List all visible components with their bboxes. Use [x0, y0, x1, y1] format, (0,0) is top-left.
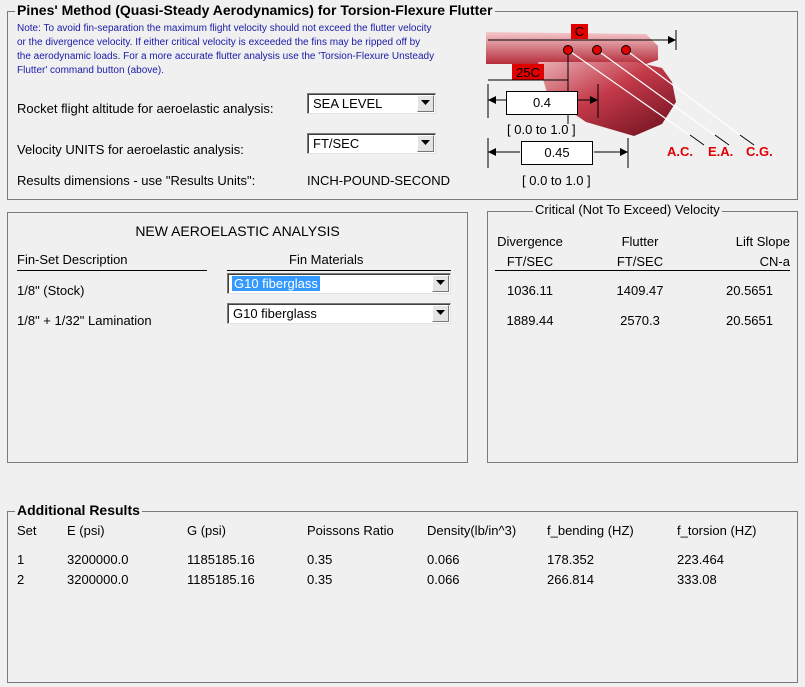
flutter-value-2: 2570.3: [620, 313, 660, 328]
fin-material-select-1[interactable]: [227, 273, 451, 294]
row2-f-bending: 266.814: [547, 572, 594, 587]
lift-slope-header-top: Lift Slope: [735, 234, 790, 249]
row1-g: 1185185.16: [187, 552, 255, 567]
dropdown-arrow-icon[interactable]: [432, 275, 449, 292]
altitude-value: SEA LEVEL: [313, 96, 383, 111]
divergence-header-bottom: FT/SEC: [506, 254, 554, 269]
velocity-units-label: Velocity UNITS for aeroelastic analysis:: [17, 142, 244, 157]
cg-point-icon: [622, 46, 631, 55]
ea-label: E.A.: [708, 144, 734, 159]
col-header-set: Set: [17, 523, 37, 538]
new-analysis-group: [7, 212, 468, 463]
fin-materials-header: Fin Materials: [289, 252, 364, 267]
note-line-2: or the divergence velocity. If either critical velocity is exceeded the fins may be ripped off by: [17, 37, 421, 48]
note-line-1: Note: To avoid fin-separation the maximum flight velocity should not exceed the flutter velocity: [17, 23, 432, 34]
row2-e: 3200000.0: [67, 572, 129, 587]
row2-set: 2: [17, 572, 25, 587]
fin-set-description-2: 1/8" + 1/32" Lamination: [17, 313, 152, 328]
critical-header-rule: [495, 270, 790, 271]
row2-density: 0.066: [427, 572, 460, 587]
critical-velocity-title: Critical (Not To Exceed) Velocity: [535, 202, 720, 217]
row2-poissons: 0.35: [307, 572, 333, 587]
col-header-g: G (psi): [187, 523, 226, 538]
ac-point-icon: [564, 46, 573, 55]
ea-point-icon: [593, 46, 602, 55]
fin-set-description-1: 1/8" (Stock): [17, 283, 85, 298]
flutter-note: [17, 22, 434, 78]
results-dimensions-value: INCH-POUND-SECOND: [307, 173, 450, 188]
dropdown-arrow-icon[interactable]: [417, 135, 434, 152]
lift-slope-header-bottom: CN-a: [759, 254, 790, 269]
ratio2-range: [ 0.0 to 1.0 ]: [522, 173, 591, 188]
altitude-label: Rocket flight altitude for aeroelastic analysis:: [17, 101, 274, 116]
divergence-value-2: 1889.44: [506, 313, 554, 328]
row1-e: 3200000.0: [67, 552, 129, 567]
arrow-icon: [488, 148, 496, 156]
lift-slope-value-2: 20.5651: [726, 313, 773, 328]
fin-materials-header-rule: [227, 270, 451, 271]
dropdown-arrow-icon[interactable]: [432, 305, 449, 322]
velocity-units-select[interactable]: [307, 133, 436, 154]
row1-density: 0.066: [427, 552, 460, 567]
new-analysis-title: NEW AEROELASTIC ANALYSIS: [135, 223, 340, 239]
flutter-value-1: 1409.47: [616, 283, 664, 298]
col-header-density: Density(lb/in^3): [427, 523, 517, 538]
altitude-select[interactable]: [307, 93, 436, 114]
velocity-units-value: FT/SEC: [313, 136, 360, 151]
row1-poissons: 0.35: [307, 552, 333, 567]
row2-g: 1185185.16: [187, 572, 255, 587]
fin-material-value-1: G10 fiberglass: [234, 276, 318, 291]
fin-material-value-2: G10 fiberglass: [233, 306, 317, 321]
ratio1-input[interactable]: 0.4: [506, 91, 578, 115]
fin-set-header-rule: [17, 270, 207, 271]
divergence-header-top: Divergence: [497, 234, 563, 249]
arrow-icon: [668, 36, 676, 44]
col-header-f-torsion: f_torsion (HZ): [677, 523, 757, 538]
row1-f-torsion: 223.464: [677, 552, 724, 567]
divergence-value-1: 1036.11: [506, 283, 554, 298]
flutter-header: [597, 232, 683, 272]
ratio2-input[interactable]: 0.45: [521, 141, 593, 165]
col-header-poissons: Poissons Ratio: [307, 523, 394, 538]
row1-f-bending: 178.352: [547, 552, 594, 567]
row1-set: 1: [17, 552, 25, 567]
pines-method-title: Pines' Method (Quasi-Steady Aerodynamics) for Torsion-Flexure Flutter: [17, 2, 493, 18]
additional-results-title: Additional Results: [17, 502, 140, 518]
lift-slope-header: [690, 232, 790, 272]
results-dimensions-label: Results dimensions - use "Results Units":: [17, 173, 256, 188]
fin-set-header: Fin-Set Description: [17, 252, 128, 267]
col-header-e: E (psi): [67, 523, 105, 538]
row2-f-torsion: 333.08: [677, 572, 717, 587]
flutter-header-top: Flutter: [621, 234, 659, 249]
col-header-f-bending: f_bending (HZ): [547, 523, 634, 538]
flutter-header-bottom: FT/SEC: [616, 254, 664, 269]
c-label: C: [574, 24, 585, 39]
arrow-icon: [620, 148, 628, 156]
arrow-icon: [488, 96, 496, 104]
cg-label: C.G.: [746, 144, 773, 159]
fin-material-select-2[interactable]: [227, 303, 451, 324]
note-line-4: Flutter' command button (above).: [17, 65, 164, 76]
lift-slope-value-1: 20.5651: [726, 283, 773, 298]
ratio1-range: [ 0.0 to 1.0 ]: [507, 122, 576, 137]
c25-label: 25C: [516, 65, 540, 80]
note-line-3: the aerodynamic loads. For a more accurate flutter analysis use the 'Torsion-Flexure Unsteady: [17, 51, 435, 62]
ac-label: A.C.: [667, 144, 693, 159]
dropdown-arrow-icon[interactable]: [417, 95, 434, 112]
divergence-header: [487, 232, 573, 272]
